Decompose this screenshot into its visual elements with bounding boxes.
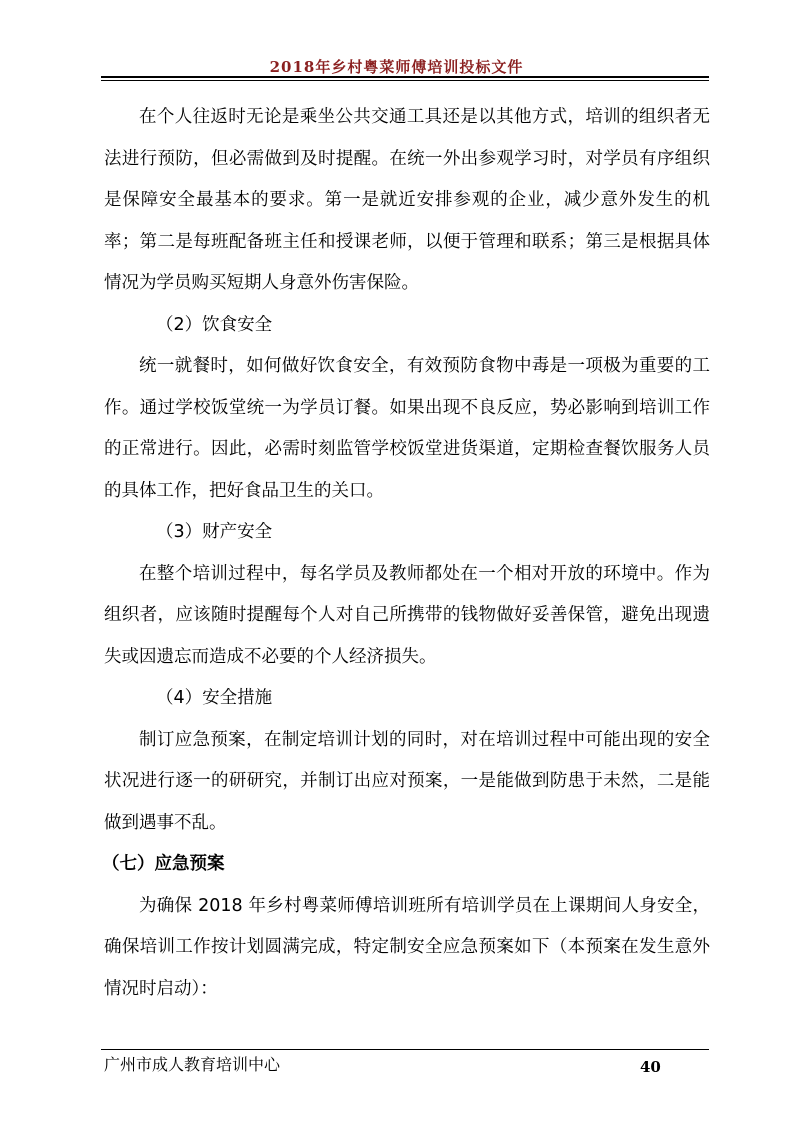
subheading-food-safety: （2）饮食安全: [156, 314, 273, 335]
paragraph-property-safety: 在整个培训过程中，每名学员及教师都处在一个相对开放的环境中。作为组织者，应该随时提醒每个人对自己所携带的钱物做好妥善保管，避免出现遗失或因遗忘而造成不必要的个人经济损失。: [104, 563, 710, 667]
paragraph-safety-measures: 制订应急预案，在制定培训计划的同时，对在培训过程中可能出现的安全状况进行逐一的研研究，并制订出应对预案，一是能做到防患于未然，二是能做到遇事不乱。: [104, 729, 710, 833]
paragraph-travel-safety: 在个人往返时无论是乘坐公共交通工具还是以其他方式，培训的组织者无法进行预防，但必需做到及时提醒。在统一外出参观学习时，对学员有序组织是保障安全最基本的要求。第一是就近安排参观的企业，减少意外发生的机率；第二是每班配备班主任和授课老师，以便于管理和联系；第三是根据具体情况为学员购买短期人身意外伤害保险。: [104, 107, 710, 293]
header-title: 2018年乡村粤菜师傅培训投标文件: [269, 58, 524, 76]
header-rule: [101, 76, 709, 78]
paragraph-food-safety: 统一就餐时，如何做好饮食安全，有效预防食物中毒是一项极为重要的工作。通过学校饭堂统一为学员订餐。如果出现不良反应，势必影响到培训工作的正常进行。因此，必需时刻监管学校饭堂进货渠道，定期检查餐饮服务人员的具体工作，把好食品卫生的关口。: [104, 356, 710, 501]
paragraph-emergency-plan: 为确保 2018 年乡村粤菜师傅培训班所有培训学员在上课期间人身安全，确保培训工作按计划圆满完成，特定制安全应急预案如下（本预案在发生意外情况时启动）：: [104, 895, 710, 999]
document-body: [104, 97, 710, 1010]
section-heading-emergency-plan: （七）应急预案: [102, 854, 225, 874]
subheading-property-safety: （3）财产安全: [156, 522, 273, 542]
header-rule-thin: [101, 80, 709, 81]
footer-rule: [101, 1049, 709, 1050]
footer-organization: 广州市成人教育培训中心: [104, 1055, 281, 1074]
page-number: 40: [640, 1058, 661, 1076]
subheading-safety-measures: （4）安全措施: [156, 688, 273, 708]
